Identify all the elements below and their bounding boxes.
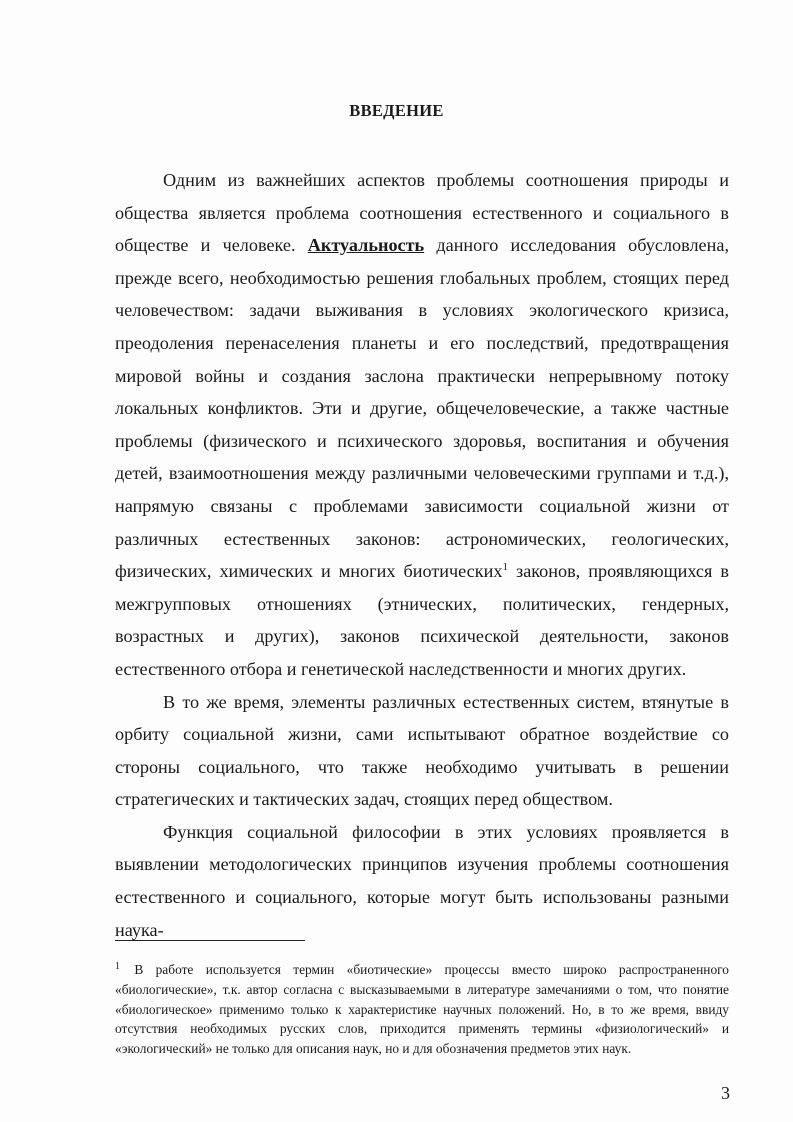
paragraph-1-part-3: законов, проявляющихся в межгрупповых отношениях (этнических, политических, гендерных, возрастных и других), законов психической деятельности, законов естественного отбора и генетической наследственности и многих других. [115,561,730,679]
page-number: 3 [721,1083,730,1103]
key-term-relevance: Актуальность [307,235,425,256]
page-title: ВВЕДЕНИЕ [349,101,444,120]
paragraph-3: Функция социальной философии в этих условиях проявляется в выявлении методологических принципов изучения проблемы соотношения естественного и социального, которые могут быть использованы разными наука- [115,821,729,940]
footnote-text: В работе используется термин «биотические» процессы вместо широко распространенного «биологические», т.к. автор согласна с высказываемыми в литературе замечаниями о том, что понятие «биологическое» применимо только к характеристике научных положений. Но, в то же время, ввиду отсутствия необходимых русских слов, приходится применять термины «физиологический» и «экологический» не только для описания наук, но и для обозначения предметов этих наук. [115,962,729,1057]
paragraph-1-part-2: данного исследования обусловлена, прежде всего, необходимостью решения глобальных проблем, стоящих перед человечеством: задачи выживания в условиях экологического кризиса, преодоления перенаселения планеты и его последствий, предотвращения мировой войны и создания заслона практически непрерывному потоку локальных конфликтов. Эти и другие, общечеловеческие, а также частные проблемы (физического и психического здоровья, воспитания и обучения детей, взаимоотношения между различными человеческими группами и т.д.), напрямую связаны с проблемами зависимости социальной жизни от различных естественных законов: астрономических, геологических, физических, химических и многих биотических [115,235,729,582]
footnote-separator [115,940,305,941]
main-text [115,164,729,946]
footnote [115,960,729,1059]
paragraph-1 [115,164,729,686]
paragraph-1-part-1: Одним из важнейших аспектов проблемы соотношения природы и общества является проблема соотношения естественного и социального в обществе и человеке. [115,170,729,256]
footnote-marker: 1 [115,961,120,972]
paragraph-2: В то же время, элементы различных естественных систем, втянутые в орбиту социальной жизни, сами испытывают обратное воздействие со стороны социального, что также необходимо учитывать в решении стратегических и тактических задач, стоящих перед обществом. [115,691,729,810]
footnote-reference: 1 [502,561,508,574]
